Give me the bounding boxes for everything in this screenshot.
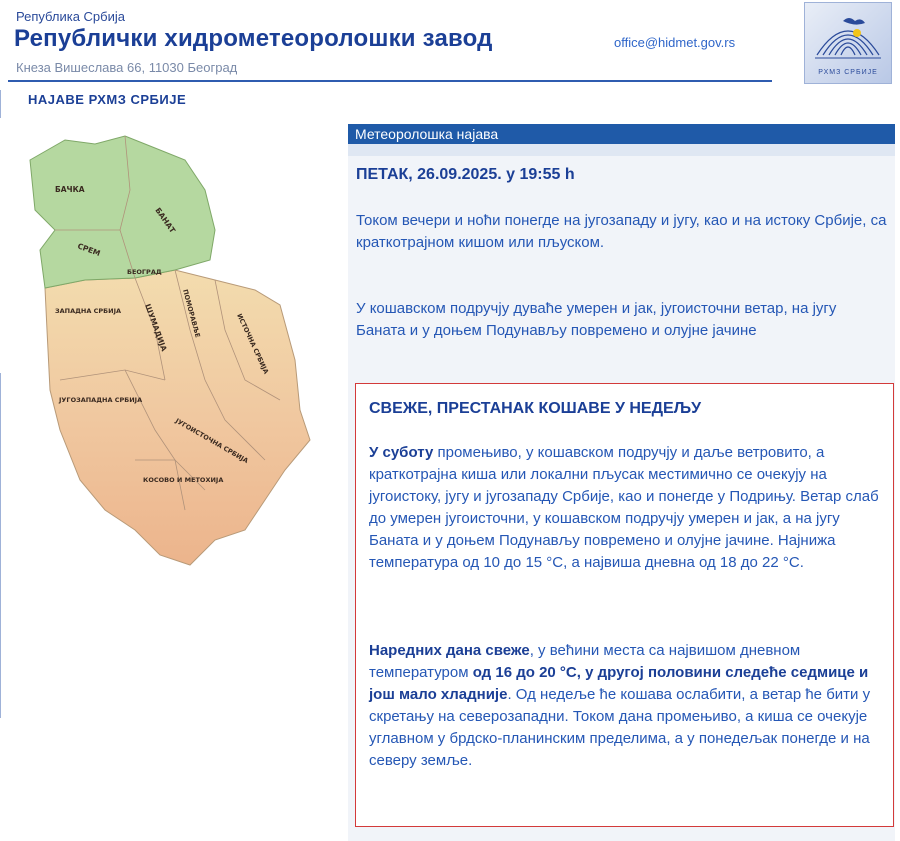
outlook-paragraph-2: [369, 640, 881, 772]
logo-caption: РХМЗ СРБИЈЕ: [818, 69, 878, 76]
address-text: Кнеза Вишеслава 66, 11030 Београд: [16, 60, 238, 75]
outlook-paragraph-1: [369, 442, 881, 574]
outlook-title: СВЕЖЕ, ПРЕСТАНАК КОШАВЕ У НЕДЕЉУ: [369, 400, 702, 417]
map-north-area: [30, 136, 215, 288]
next-days-text-2: . Од недеље ће кошава ослабити, а ветар ће бити у скретању на северозападни. Током дана промењиво, а киша се очекује углавном у брдско-планинским пределима, а у понедељак понегде и на северу земље.: [369, 686, 871, 769]
forecast-panel-strip: [348, 144, 895, 156]
email-link[interactable]: office@hidmet.gov.rs: [614, 35, 736, 50]
header-divider: [8, 80, 772, 82]
forecast-date: ПЕТАК, 26.09.2025. у 19:55 h: [356, 166, 575, 183]
region-label-srem: СРЕМ: [76, 241, 102, 258]
region-label-beograd: БЕОГРАД: [127, 268, 162, 276]
site-header: [0, 0, 900, 88]
serbia-region-map[interactable]: [25, 130, 325, 570]
nav-section-title[interactable]: НАЈАВЕ РХМЗ СРБИЈЕ: [28, 92, 187, 107]
region-label-zapadna: ЗАПАДНА СРБИЈА: [55, 307, 122, 315]
region-label-istocna: ИСТОЧНА СРБИЈА: [235, 312, 271, 376]
region-label-jugoistocna: ЈУГОИСТОЧНА СРБИЈА: [174, 416, 250, 466]
region-label-kosovo: КОСОВО И МЕТОХИЈА: [143, 476, 224, 484]
saturday-text: промењиво, у кошавском подручју и даље ветровито, а краткотрајна киша или локални пљусак местимично се очекују на југоистоку, југу и југозападу Србије, као и понегде у Подрињу. Ветар слаб до умерен југоисточни, у кошавском подручју умерен и јак, а на југу Баната и у доњем Подунављу повремено и олујне јачине. Најнижа температура од 10 до 15 °C, а највиша дневна од 18 до 22 °C.: [369, 444, 879, 571]
region-label-backa: БАЧКА: [55, 185, 85, 194]
region-label-jugozapadna: ЈУГОЗАПАДНА СРБИЈА: [59, 396, 143, 404]
outlook-box: [355, 383, 894, 827]
next-days-text-1: , у већини места са највишом дневном температуром: [369, 642, 801, 681]
republic-label: Република Србија: [16, 9, 125, 24]
next-days-temp: од 16 до 20 °C, у другој половини следеће седмице и још мало хладније: [369, 664, 869, 703]
site-title[interactable]: Републички хидрометеоролошки завод: [14, 25, 493, 52]
saturday-label: У суботу: [369, 444, 434, 461]
map-svg: [25, 130, 325, 570]
left-border-top: [0, 90, 1, 118]
region-label-banat: БАНАТ: [153, 205, 178, 235]
region-label-pomoravlje: ПОМОРАВЉЕ: [181, 288, 202, 339]
forecast-paragraph-1: Током вечери и ноћи понегде на југозападу и југу, као и на истоку Србије, са краткотрајном кишом или пљуском.: [356, 212, 887, 251]
forecast-panel-title: Метеоролошка најава: [348, 124, 895, 144]
rhmz-logo[interactable]: [804, 2, 892, 84]
forecast-paragraph-2: У кошавском подручју дуваће умерен и јак, југоисточни ветар, на југу Баната и у доњем Подунављу повремено и олујне јачине: [356, 300, 837, 339]
region-label-sumadija: ШУМАДИЈА: [143, 302, 169, 353]
left-border-bottom: [0, 373, 1, 718]
next-days-label: Наредних дана свеже: [369, 642, 530, 659]
